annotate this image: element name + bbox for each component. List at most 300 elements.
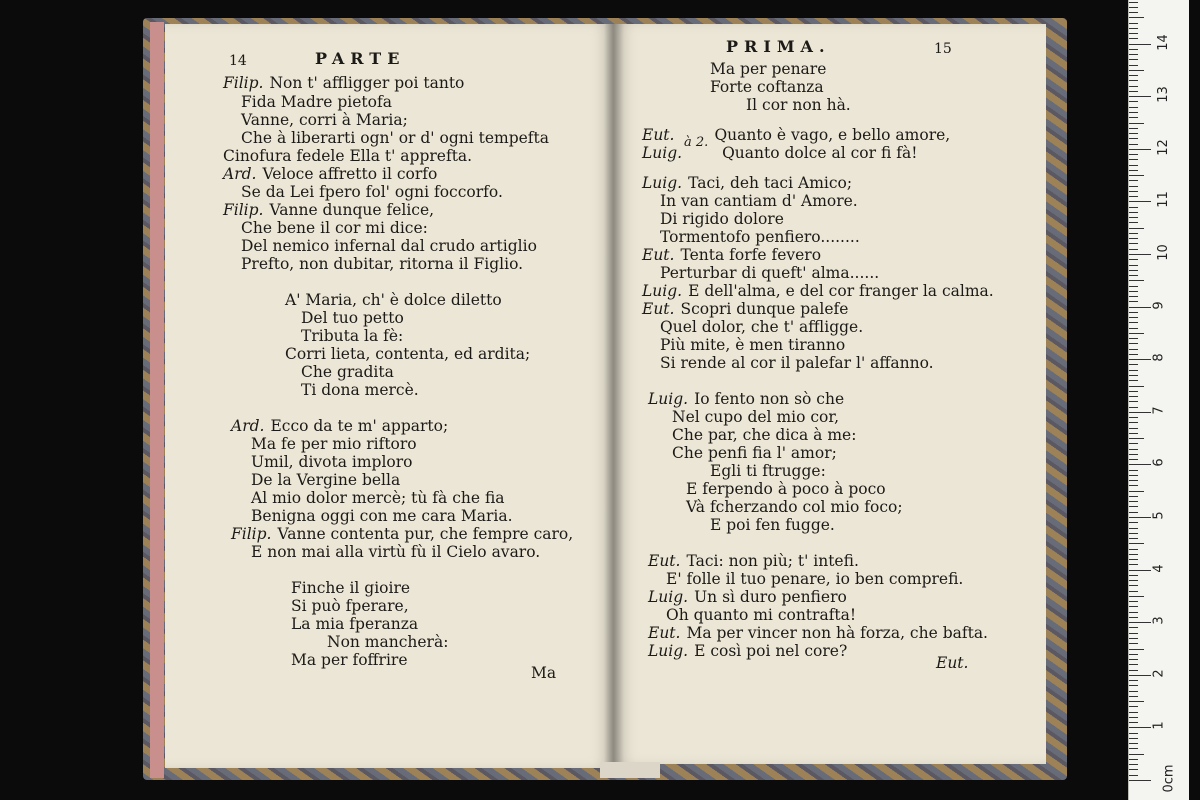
speaker-name: Eut.: [642, 300, 675, 318]
duet-mark: à 2.: [684, 135, 709, 150]
verse-text: Taci, deh taci Amico;: [688, 174, 853, 192]
ruler-tick: [1129, 470, 1138, 471]
ruler-tick: [1129, 649, 1144, 650]
right-page-line: [686, 480, 886, 498]
right-page-line: [642, 282, 994, 300]
left-page-line: [285, 291, 502, 309]
ruler-tick: [1129, 186, 1138, 187]
speaker-name: Luig.: [648, 390, 689, 408]
left-page-line: [251, 435, 417, 453]
verse-text: Più mite, è men tiranno: [660, 336, 846, 354]
verse-text: Il cor non hà.: [746, 96, 851, 114]
verse-text: Si rende al cor il palefar l' affanno.: [660, 354, 934, 372]
right-page-line: [648, 390, 844, 408]
verse-text: Egli ti ftrugge:: [710, 462, 826, 480]
ruler-tick: [1129, 17, 1144, 18]
ruler-tick: [1129, 370, 1138, 371]
right-page-line: [660, 318, 863, 336]
ruler-tick: [1129, 286, 1138, 287]
pink-flyleaf-edge: [150, 22, 164, 778]
ruler-tick: [1129, 659, 1138, 660]
ruler-tick: [1129, 580, 1138, 581]
verse-text: Ma fe per mio riftoro: [251, 435, 417, 453]
verse-text: In van cantiam d' Amore.: [660, 192, 858, 210]
ruler-number: 6: [1151, 458, 1167, 468]
right-page-line: [746, 96, 851, 114]
right-catchword: Eut.: [936, 654, 969, 672]
ruler-tick: [1129, 191, 1138, 192]
speaker-name: Ard.: [223, 165, 257, 183]
verse-text: Ma per foffrire: [291, 651, 408, 669]
ruler-tick: [1129, 107, 1138, 108]
ruler-tick: [1129, 670, 1138, 671]
ruler-tick: [1129, 396, 1138, 397]
speaker-name: Luig.: [642, 174, 683, 192]
ruler-tick: [1129, 249, 1138, 250]
left-page-line: [223, 165, 437, 183]
ruler-number: 4: [1151, 563, 1167, 573]
ruler-tick: [1129, 738, 1138, 739]
verse-text: Che gradita: [301, 363, 394, 381]
verse-text: Scopri dunque palefe: [680, 300, 849, 318]
ruler-tick: [1129, 317, 1138, 318]
verse-text: Corri lieta, contenta, ed ardita;: [285, 345, 531, 363]
ruler-tick: [1129, 386, 1144, 387]
ruler-tick: [1129, 180, 1138, 181]
book-gutter: [604, 24, 624, 768]
verse-text: Vanne contenta pur, che fempre caro,: [277, 525, 574, 543]
ruler-tick: [1129, 38, 1138, 39]
ruler-tick: [1129, 175, 1144, 176]
ruler-tick: [1129, 254, 1151, 255]
verse-text: Cinofura fedele Ella t' apprefta.: [223, 147, 473, 165]
ruler-tick: [1129, 59, 1138, 60]
verse-text: Quanto dolce al cor fi fà!: [722, 144, 918, 162]
left-page-line: [291, 651, 408, 669]
ruler-tick: [1129, 522, 1138, 523]
left-page-line: [251, 471, 400, 489]
verse-text: Finche il gioire: [291, 579, 411, 597]
ruler-tick: [1129, 491, 1144, 492]
left-page-line: [301, 363, 394, 381]
ruler-tick: [1129, 133, 1138, 134]
ruler-tick: [1129, 601, 1138, 602]
ruler-tick: [1129, 291, 1138, 292]
ruler-tick: [1129, 454, 1138, 455]
ruler-tick: [1129, 612, 1138, 613]
ruler-tick: [1129, 543, 1144, 544]
verse-text: Che penfi fia l' amor;: [672, 444, 837, 462]
ruler-tick: [1129, 233, 1138, 234]
verse-text: E dell'alma, e del cor franger la calma.: [688, 282, 994, 300]
left-page-line: [223, 74, 464, 92]
ruler-number: 3: [1151, 616, 1167, 625]
ruler-tick: [1129, 23, 1138, 24]
verse-text: Vanne, corri à Maria;: [241, 111, 408, 129]
ruler-tick: [1129, 201, 1151, 202]
ruler-tick: [1129, 554, 1138, 555]
ruler-tick: [1129, 417, 1138, 418]
right-page-line: [660, 354, 934, 372]
left-page-line: [251, 489, 505, 507]
ruler-tick: [1129, 680, 1138, 681]
ruler-tick: [1129, 754, 1144, 755]
ruler-tick: [1129, 696, 1138, 697]
ruler-tick: [1129, 138, 1138, 139]
left-page-line: [241, 129, 549, 147]
verse-text: Ti dona mercè.: [301, 381, 419, 399]
ruler-tick: [1129, 86, 1138, 87]
speaker-name: Eut.: [648, 552, 681, 570]
ruler-tick: [1129, 75, 1138, 76]
speaker-name: Luig.: [648, 642, 689, 660]
verse-text: Tenta forfe fevero: [680, 246, 822, 264]
ruler-tick: [1129, 617, 1138, 618]
left-running-header: PARTE: [315, 49, 406, 68]
ruler-number: 10: [1155, 244, 1171, 261]
right-page-line: [648, 588, 847, 606]
measuring-ruler: [1128, 0, 1189, 800]
ruler-tick: [1129, 717, 1138, 718]
ruler-tick: [1129, 438, 1144, 439]
left-page-line: [241, 93, 392, 111]
left-page-line: [291, 579, 410, 597]
ruler-tick: [1129, 270, 1138, 271]
ruler-tick: [1129, 570, 1151, 571]
right-page-line: [660, 264, 879, 282]
right-page-line: [660, 210, 784, 228]
ruler-tick: [1129, 733, 1138, 734]
ruler-tick: [1129, 775, 1138, 776]
ruler-tick: [1129, 585, 1138, 586]
speaker-name: Eut.: [642, 246, 675, 264]
ruler-tick: [1129, 506, 1138, 507]
ruler-tick: [1129, 307, 1151, 308]
ruler-tick: [1129, 170, 1138, 171]
verse-text: E non mai alla virtù fù il Cielo avaro.: [251, 543, 541, 561]
right-page-line: [710, 60, 826, 78]
ruler-tick: [1129, 91, 1138, 92]
ruler-tick: [1129, 101, 1138, 102]
ruler-tick: [1129, 691, 1138, 692]
left-page-line: [231, 525, 573, 543]
verse-text: Nel cupo del mio cor,: [672, 408, 840, 426]
verse-text: De la Vergine bella: [251, 471, 401, 489]
verse-text: Ma per vincer non hà forza, che bafta.: [686, 624, 988, 642]
ruler-number: 5: [1151, 511, 1167, 520]
right-page-line: [710, 516, 835, 534]
ruler-tick: [1129, 422, 1138, 423]
ruler-tick: [1129, 207, 1138, 208]
verse-text: Và fcherzando col mio foco;: [686, 498, 903, 516]
left-page: [165, 24, 614, 768]
ruler-tick: [1129, 496, 1138, 497]
ruler-tick: [1129, 727, 1151, 728]
ruler-tick: [1129, 391, 1138, 392]
right-page-line: [642, 300, 848, 318]
verse-text: Perturbar di queft' alma......: [660, 264, 880, 282]
right-page-line: [660, 228, 860, 246]
ruler-tick: [1129, 528, 1138, 529]
ruler-tick: [1129, 49, 1138, 50]
verse-text: E poi fen fugge.: [710, 516, 835, 534]
right-page-line: [672, 426, 856, 444]
ruler-tick: [1129, 538, 1138, 539]
ruler-tick: [1129, 54, 1138, 55]
ruler-number: 12: [1155, 139, 1171, 156]
ruler-tick: [1129, 12, 1138, 13]
ruler-tick: [1129, 459, 1138, 460]
ruler-tick: [1129, 149, 1151, 150]
left-page-line: [327, 633, 448, 651]
ruler-tick: [1129, 238, 1138, 239]
right-page-line: [710, 78, 824, 96]
verse-text: Forte coftanza: [710, 78, 824, 96]
ruler-tick: [1129, 475, 1138, 476]
ruler-tick: [1129, 217, 1138, 218]
right-page-line: [710, 462, 826, 480]
ruler-tick: [1129, 449, 1138, 450]
ruler-tick: [1129, 401, 1138, 402]
verse-text: Fida Madre pietofa: [241, 93, 392, 111]
ruler-tick: [1129, 196, 1138, 197]
ruler-tick: [1129, 364, 1138, 365]
verse-text: La mia fperanza: [291, 615, 419, 633]
verse-text: Benigna oggi con me cara Maria.: [251, 507, 513, 525]
speaker-name: Filip.: [223, 74, 264, 92]
ruler-tick: [1129, 654, 1138, 655]
right-page-line: [666, 570, 963, 588]
ruler-tick: [1129, 480, 1138, 481]
ruler-number: 9: [1151, 300, 1167, 310]
ruler-tick: [1129, 664, 1138, 665]
left-page-line: [241, 237, 537, 255]
ruler-tick: [1129, 128, 1138, 129]
ruler-tick: [1129, 501, 1138, 502]
ruler-tick: [1129, 349, 1138, 350]
right-page-line: [642, 144, 917, 162]
right-page-line: [672, 444, 837, 462]
ruler-tick: [1129, 764, 1138, 765]
ruler-number: 1: [1151, 721, 1167, 731]
speaker-name: Luig.: [642, 144, 683, 162]
ruler-tick: [1129, 301, 1138, 302]
ruler-number: 8: [1151, 353, 1167, 362]
ruler-tick: [1129, 343, 1138, 344]
ruler-tick: [1129, 265, 1138, 266]
verse-text: Che par, che dica à me:: [672, 426, 857, 444]
ruler-tick: [1129, 575, 1138, 576]
ruler-tick: [1129, 701, 1144, 702]
verse-text: Di rigido dolore: [660, 210, 784, 228]
ruler-tick: [1129, 591, 1138, 592]
left-page-line: [291, 597, 409, 615]
speaker-name: Eut.: [642, 126, 675, 144]
ruler-tick: [1129, 780, 1151, 781]
spine-bottom: [600, 762, 660, 778]
ruler-tick: [1129, 769, 1138, 770]
ruler-tick: [1129, 7, 1138, 8]
right-page-line: [642, 174, 852, 192]
left-page-line: [251, 507, 513, 525]
ruler-tick: [1129, 328, 1138, 329]
ruler-tick: [1129, 407, 1138, 408]
ruler-tick: [1129, 275, 1138, 276]
right-page-line: [648, 642, 847, 660]
verse-text: Umil, divota imploro: [251, 453, 413, 471]
speaker-name: Filip.: [223, 201, 264, 219]
ruler-number: 14: [1155, 33, 1171, 51]
ruler-tick: [1129, 165, 1138, 166]
ruler-number: 0cm: [1161, 764, 1177, 793]
ruler-tick: [1129, 338, 1138, 339]
verse-text: Vanne dunque felice,: [269, 201, 435, 219]
left-page-line: [301, 381, 419, 399]
ruler-tick: [1129, 627, 1138, 628]
left-page-line: [301, 327, 403, 345]
right-page-line: [660, 192, 858, 210]
right-page-line: [642, 126, 950, 144]
left-page-line: [231, 417, 448, 435]
ruler-tick: [1129, 65, 1138, 66]
verse-text: A' Maria, ch' è dolce diletto: [285, 291, 502, 309]
ruler-tick: [1129, 638, 1138, 639]
left-page-line: [241, 219, 428, 237]
right-page-line: [642, 246, 821, 264]
ruler-number: 7: [1151, 406, 1167, 415]
ruler-tick: [1129, 380, 1138, 381]
verse-text: Si può fperare,: [291, 597, 409, 615]
ruler-tick: [1129, 643, 1138, 644]
ruler-tick: [1129, 743, 1138, 744]
left-page-line: [223, 201, 434, 219]
ruler-tick: [1129, 296, 1138, 297]
left-page-line: [291, 615, 418, 633]
ruler-tick: [1129, 533, 1138, 534]
left-page-line: [251, 543, 540, 561]
ruler-tick: [1129, 154, 1138, 155]
verse-text: Un sì duro penfiero: [694, 588, 847, 606]
ruler-tick: [1129, 312, 1138, 313]
verse-text: Veloce affretto il corfo: [262, 165, 438, 183]
ruler-tick: [1129, 748, 1138, 749]
ruler-tick: [1129, 112, 1138, 113]
ruler-tick: [1129, 633, 1138, 634]
ruler-tick: [1129, 2, 1138, 3]
ruler-tick: [1129, 712, 1138, 713]
ruler-tick: [1129, 123, 1144, 124]
ruler-tick: [1129, 96, 1151, 97]
ruler-tick: [1129, 485, 1138, 486]
verse-text: Prefto, non dubitar, ritorna il Figlio.: [241, 255, 524, 273]
ruler-tick: [1129, 464, 1151, 465]
right-page-line: [672, 408, 839, 426]
right-page-number: 15: [934, 41, 952, 57]
right-page-line: [648, 552, 859, 570]
ruler-number: 11: [1155, 191, 1171, 209]
ruler-tick: [1129, 512, 1138, 513]
ruler-tick: [1129, 559, 1138, 560]
left-page-line: [301, 309, 404, 327]
verse-text: Quel dolor, che t' affligge.: [660, 318, 864, 336]
verse-text: Tributa la fè:: [301, 327, 404, 345]
verse-text: Tormentofo penfiero........: [660, 228, 860, 246]
verse-text: Oh quanto mi contrafta!: [666, 606, 857, 624]
verse-text: Quanto è vago, e bello amore,: [714, 126, 951, 144]
verse-text: Del nemico infernal dal crudo artiglio: [241, 237, 537, 255]
ruler-tick: [1129, 322, 1138, 323]
ruler-tick: [1129, 354, 1138, 355]
verse-text: Ma per penare: [710, 60, 827, 78]
ruler-tick: [1129, 428, 1138, 429]
ruler-tick: [1129, 333, 1144, 334]
ruler-tick: [1129, 606, 1138, 607]
speaker-name: Luig.: [642, 282, 683, 300]
verse-text: Se da Lei fpero fol' ogni foccorfo.: [241, 183, 503, 201]
left-page-line: [285, 345, 530, 363]
left-page-line: [251, 453, 413, 471]
ruler-tick: [1129, 212, 1138, 213]
ruler-tick: [1129, 359, 1151, 360]
verse-text: Non mancherà:: [327, 633, 449, 651]
ruler-tick: [1129, 759, 1138, 760]
right-page-line: [686, 498, 903, 516]
ruler-tick: [1129, 159, 1138, 160]
ruler-tick: [1129, 44, 1151, 45]
left-page-number: 14: [229, 53, 247, 69]
speaker-name: Luig.: [648, 588, 689, 606]
ruler-tick: [1129, 412, 1151, 413]
ruler-tick: [1129, 549, 1138, 550]
speaker-name: Filip.: [231, 525, 272, 543]
ruler-tick: [1129, 375, 1138, 376]
ruler-number: 13: [1155, 86, 1171, 103]
ruler-number: 2: [1151, 669, 1167, 678]
ruler-tick: [1129, 685, 1138, 686]
ruler-tick: [1129, 228, 1144, 229]
ruler-tick: [1129, 243, 1138, 244]
verse-text: Taci: non più; t' intefi.: [686, 552, 859, 570]
ruler-tick: [1129, 443, 1138, 444]
ruler-tick: [1129, 722, 1138, 723]
ruler-tick: [1129, 706, 1138, 707]
right-page-line: [648, 624, 988, 642]
verse-text: E così poi nel core?: [694, 642, 848, 660]
speaker-name: Eut.: [648, 624, 681, 642]
ruler-tick: [1129, 564, 1138, 565]
verse-text: Che à liberarti ogn' or d' ogni tempefta: [241, 129, 550, 147]
left-page-line: [223, 147, 472, 165]
ruler-tick: [1129, 280, 1144, 281]
verse-text: Ecco da te m' apparto;: [270, 417, 449, 435]
ruler-tick: [1129, 517, 1151, 518]
verse-text: Non t' affligger poi tanto: [269, 74, 465, 92]
ruler-tick: [1129, 596, 1144, 597]
ruler-tick: [1129, 144, 1138, 145]
verse-text: Al mio dolor mercè; tù fà che fia: [251, 489, 505, 507]
verse-text: Che bene il cor mi dice:: [241, 219, 428, 237]
ruler-tick: [1129, 117, 1138, 118]
right-page: [614, 24, 1046, 764]
right-page-line: [660, 336, 845, 354]
left-page-line: [241, 183, 503, 201]
left-page-line: [241, 111, 408, 129]
ruler-tick: [1129, 33, 1138, 34]
left-page-line: [241, 255, 523, 273]
ruler-tick: [1129, 622, 1151, 623]
left-catchword: Ma: [531, 664, 557, 682]
right-running-header: PRIMA.: [726, 37, 831, 56]
